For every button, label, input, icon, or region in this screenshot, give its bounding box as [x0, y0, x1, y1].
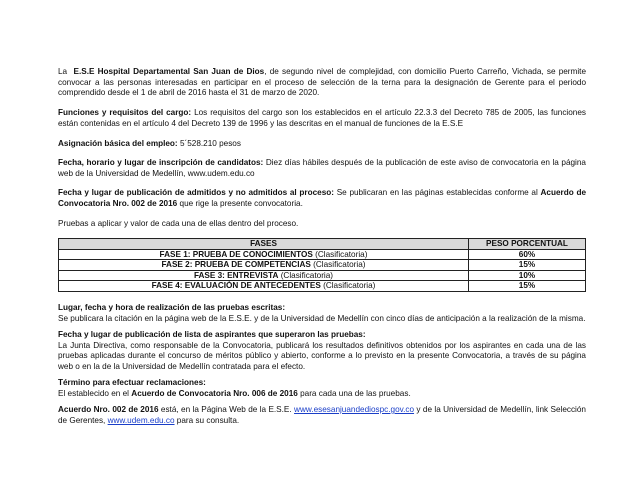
lugar-pruebas-text: Se publicara la citación en la página web de la E.S.E. y de la Universidad de Medellín con cinco días de anticipación a la realización de la misma.	[58, 313, 586, 323]
peso-cell: 15%	[469, 281, 586, 292]
acuerdo-final-paragraph: Acuerdo Nro. 002 de 2016 está, en la Página Web de la E.S.E. www.esesanjuandediospc.gov.co y de la Universidad de Medellín, link Selección de Gerentes, www.udem.edu.co para su consulta.	[58, 405, 586, 425]
fase-cell: FASE 3: ENTREVISTA (Clasificatoria)	[59, 270, 469, 281]
publicacion-label: Fecha y lugar de publicación de admitidos y no admitidos al proceso:	[58, 188, 334, 197]
lugar-pruebas-paragraph	[58, 303, 586, 324]
fase-cell: FASE 1: PRUEBA DE CONOCIMIENTOS (Clasificatoria)	[59, 249, 469, 260]
table-row	[59, 270, 586, 281]
intro-paragraph	[58, 67, 586, 99]
reclamaciones-label: Término para efectuar reclamaciones:	[58, 378, 206, 387]
peso-cell: 15%	[469, 260, 586, 271]
lista-aspirantes-label: Fecha y lugar de publicación de lista de aspirantes que superaron las pruebas:	[58, 330, 366, 339]
header-peso: PESO PORCENTUAL	[469, 239, 586, 250]
acuerdo-final-title: Acuerdo Nro. 002 de 2016	[58, 405, 159, 414]
reclamaciones-paragraph	[58, 378, 586, 399]
fase-cell: FASE 2: PRUEBA DE COMPETENCIAS (Clasificatoria)	[59, 260, 469, 271]
publicacion-text: Se publicaran en las páginas establecidas conforme al	[334, 188, 541, 197]
inscripcion-paragraph	[58, 158, 586, 179]
reclamaciones-acuerdo: Acuerdo de Convocatoria Nro. 006 de 2016	[131, 388, 298, 398]
lista-aspirantes-paragraph	[58, 330, 586, 372]
publicacion-paragraph	[58, 188, 586, 209]
asignacion-paragraph	[58, 139, 586, 150]
peso-cell: 10%	[469, 270, 586, 281]
funciones-paragraph	[58, 108, 586, 129]
table-header-row	[59, 239, 586, 250]
ese-website-link[interactable]: www.esesanjuandediospc.gov.co	[294, 405, 415, 414]
entity-name: E.S.E Hospital Departamental San Juan de Dios	[73, 67, 265, 76]
header-fases: FASES	[59, 239, 469, 250]
reclamaciones-text: El establecido en el	[58, 388, 132, 398]
funciones-label: Funciones y requisitos del cargo:	[58, 108, 192, 117]
peso-cell: 60%	[469, 249, 586, 260]
table-row	[59, 281, 586, 292]
reclamaciones-tail: para cada una de las pruebas.	[297, 388, 411, 398]
lugar-pruebas-label: Lugar, fecha y hora de realización de las pruebas escritas:	[58, 303, 286, 312]
lista-aspirantes-text: La Junta Directiva, como responsable de la Convocatoria, publicará los resultados definitivos obtenidos por los aspirantes en cada una de las pruebas aplicadas durante el concurso de méritos público y abierto, conforme a lo previsto en la presente Convocatoria, a través de su página web o en la de la Universidad de Medellín contratada para el efecto.	[58, 340, 586, 371]
publicacion-acuerdo: Acuerdo de Convocatoria Nro. 002 de 2016	[58, 188, 586, 208]
asignacion-label: Asignación básica del empleo:	[58, 139, 178, 148]
funciones-text: Los requisitos del cargo son los establecidos en el artículo 22.3.3 del Decreto 785 de 2005, las funciones están contenidas en el artículo 4 del Decreto 139 de 1996 y las descritas en el manual de funciones de la E.S.E	[58, 108, 586, 128]
inscripcion-label: Fecha, horario y lugar de inscripción de candidatos:	[58, 158, 264, 167]
table-row	[59, 249, 586, 260]
asignacion-text: 5´528.210 pesos	[177, 139, 241, 148]
inscripcion-text: Diez días hábiles después de la publicación de este aviso de convocatoria en la página web de la Universidad de Medellín, www.udem.edu.co	[58, 158, 586, 178]
intro-text: , de segundo nivel de complejidad, con domicilio Puerto Carreño, Vichada, se permite convocar a las personas interesadas en participar en el proceso de selección de la terna para la designación de Gerente para el periodo comprendido desde el 1 de abril de 2016 hasta el 31 de marzo de 2020.	[58, 67, 586, 98]
fase-cell: FASE 4: EVALUACIÓN DE ANTECEDENTES (Clasificatoria)	[59, 281, 469, 292]
table-row	[59, 260, 586, 271]
pruebas-intro: Pruebas a aplicar y valor de cada una de ellas dentro del proceso.	[58, 219, 299, 228]
publicacion-tail: que rige la presente convocatoria.	[177, 198, 303, 208]
intro-lead: La	[58, 67, 68, 76]
fases-table	[58, 238, 586, 292]
udem-website-link[interactable]: www.udem.edu.co	[107, 415, 175, 425]
